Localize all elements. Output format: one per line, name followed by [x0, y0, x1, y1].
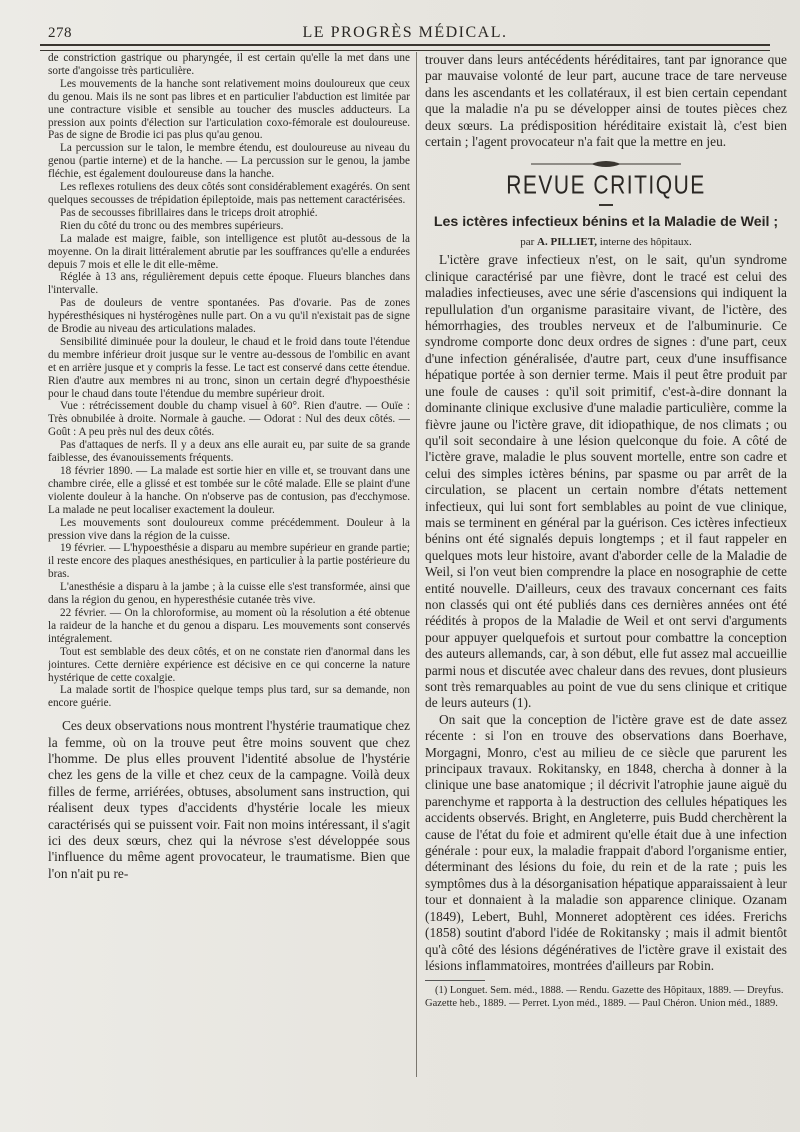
- case-paragraph: Vue : rétrécissement double du champ visuel à 60°. Rien d'autre. — Ouïe : Très obnubilée à droite. Normale à gauche. — Odorat : Nul des deux côtés. — Goût : A peu près nul des deux côtés.: [48, 400, 410, 439]
- running-title: LE PROGRÈS MÉDICAL.: [302, 24, 508, 41]
- case-paragraph: La malade sortit de l'hospice quelque temps plus tard, sur sa demande, non encore guérie.: [48, 684, 410, 710]
- case-paragraph: 22 février. — On la chloroformise, au moment où la résolution a été obtenue la raideur de la hanche et du genou a disparu. Les mouvements sont conservés intégralement.: [48, 606, 410, 645]
- case-paragraph: La malade est maigre, faible, son intelligence est plutôt au-dessous de la moyenne. On la dirait littéralement abrutie par les souffrances qu'elle a endurées depuis 7 mois et elle le dit elle-même.: [48, 232, 410, 271]
- case-paragraph: 19 février. — L'hypoesthésie a disparu au membre supérieur en grande partie; il reste encore des plaques anesthésiques, en particulier à la partie postérieure du bras.: [48, 542, 410, 581]
- column-divider: [416, 52, 417, 1077]
- case-paragraph: Les reflexes rotuliens des deux côtés sont considérablement exagérés. On sent quelques secousses de trépidation épileptoide, mais pas nettement caractérisées.: [48, 181, 410, 206]
- page-header: [40, 22, 770, 46]
- case-paragraph: Réglée à 13 ans, régulièrement depuis cette époque. Flueurs blanches dans l'intervalle.: [48, 271, 410, 297]
- case-report: [48, 52, 410, 710]
- ornament-divider: [531, 160, 681, 168]
- footnote-rule: [425, 980, 485, 981]
- byline: [425, 236, 787, 248]
- case-paragraph: Les mouvements sont douloureux comme précédemment. Douleur à la pression vive dans la région de la cuisse.: [48, 516, 410, 542]
- footnote: (1) Longuet. Sem. méd., 1888. — Rendu. Gazette des Hôpitaux, 1889. — Dreyfus. Gazette heb., 1889. — Perret. Lyon méd., 1889. — Paul Chéron. Union méd., 1889.: [425, 985, 784, 1009]
- article-body: [425, 252, 787, 974]
- case-paragraph: La percussion sur le talon, le membre étendu, est douloureuse au niveau du genou (partie interne) et de la hanche. — La percussion sur le genou, la jambe fléchie, est également douloureuse dans la hanche.: [48, 142, 410, 181]
- byline-prefix: par: [520, 236, 535, 249]
- left-column: [48, 52, 410, 1092]
- case-paragraph: Tout est semblable des deux côtés, et on ne constate rien d'anormal dans les jointures. Cette dernière expérience est décisive en ce qui concerne la nature hystérique de cette coxalgie.: [48, 645, 410, 684]
- case-paragraph: Rien du côté du tronc ou des membres supérieurs.: [60, 219, 284, 232]
- page-number: 278: [48, 25, 72, 41]
- header-rule: [40, 44, 770, 51]
- case-paragraph: Pas de secousses fibrillaires dans le triceps droit atrophié.: [60, 206, 318, 219]
- author-role: interne des hôpitaux.: [599, 236, 692, 249]
- section-title: REVUE CRITIQUE: [506, 171, 706, 201]
- right-column: [425, 52, 787, 1092]
- case-paragraph: Les mouvements de la hanche sont relativement moins douloureux que ceux du genou. Mais ils ne sont pas libres et en particulier l'abduction est limitée par une contracture visible et sensible au toucher des muscles adducteurs. La pression aux points d'élection sur l'articulation coxo-fémorale est douloureuse. Pas de signe de Brodie ici pas plus qu'au genou.: [48, 77, 410, 142]
- case-paragraph: Pas d'attaques de nerfs. Il y a deux ans elle aurait eu, par suite de sa grande faiblesse, des évanouissements fréquents.: [48, 439, 410, 465]
- continuation-paragraph: trouver dans leurs antécédents héréditaires, tant par ignorance que par mauvaise volonté de leur part, aucune trace de tare nerveuse dans les ascendants et les collatéraux, il est bien certain cependant que la maladie n'a pu se développer ainsi de toutes pièces chez deux sœurs. La prédisposition héréditaire existait là, c'est bien certain ; l'agent provocateur n'a fait que la mettre en jeu.: [425, 52, 787, 150]
- continuation-text: [425, 52, 787, 150]
- article-title: Les ictères infectieux bénins et la Maladie de Weil ;: [433, 214, 779, 231]
- conclusion-paragraph: Ces deux observations nous montrent l'hystérie traumatique chez la femme, où on la trouve peut être moins souvent que chez l'homme. De plus elles prouvent l'identité absolue de l'hystérie chez les gens de la ville et chez ceux de la campagne. Voilà deux filles de ferme, arriérées, obtuses, absolument sans instruction, qui réalisent deux types d'accidents d'hystérie locale les mieux caractérisés qui se puissent voir. Fait non moins intéressant, il s'agit ici des deux sœurs, chez qui la névrose s'est développée sous l'influence du même agent provocateur, le traumatisme. Bien que l'on n'ait pu re-: [48, 718, 410, 881]
- case-paragraph: Sensibilité diminuée pour la douleur, le chaud et le froid dans toute l'étendue du membre inférieur droit jusque sur le ventre au-dessous de l'ombilic en avant et en arrière jusque et y compris la fesse. Le tact est conservé dans cette étendue. Rien d'autre aux membres ni au tronc, sinon un certain degré d'hypoesthésie pour le chaud dans toute l'étendue du membre supérieur droit.: [48, 335, 410, 400]
- case-paragraph: L'anesthésie a disparu à la jambe ; à la cuisse elle s'est transformée, ainsi que dans la région du genou, en hyperesthésie cutanée très vive.: [48, 581, 410, 607]
- author-name: A. PILLIET,: [537, 236, 598, 249]
- footnotes: [425, 985, 787, 1010]
- article-paragraph: On sait que la conception de l'ictère grave est de date assez récente : si l'on en trouve des observations dans Boerhave, Morgagni, Monro, c'est au milieu de ce siècle que parurent les principaux travaux. Rokitansky, en 1848, chercha à donner à la clinique une base anatomique ; il décrivit l'atrophie jaune aiguë du parenchyme et rapporta à la destruction des cellules hépatiques les accidents observés. Bright, en Angleterre, puis Budd cherchèrent la cause de l'état du foie et admirent qu'elle était due à une infection générale : pour eux, la maladie frappait d'abord l'organisme entier, déterminant des lésions du foie, du rein et de la rate ; puis les symptômes dus à la désorganisation hépatique apparaissaient à leur tour et donnaient à la maladie son apparence clinique. Ozanam (1849), Lebert, Buhl, Monneret adoptèrent ces idées. Frerichs (1858) soutint d'abord l'idée de Rokitansky ; mais il admit bientôt qu'à côté des lésions dégénératives de l'ictère grave il existait des lésions inflammatoires, montrées d'ailleurs par Robin.: [425, 711, 787, 973]
- title-rule: [599, 204, 613, 206]
- case-paragraph: de constriction gastrique ou pharyngée, il est certain qu'elle la met dans une sorte d'angoisse très particulière.: [48, 52, 410, 77]
- conclusion: [48, 718, 410, 882]
- case-paragraph: Pas de douleurs de ventre spontanées. Pas d'ovarie. Pas de zones hypéresthésiques ni hystérogènes nulle part. On a vu qu'il n'existait pas de signe de Brodie au niveau des articulations malades.: [48, 297, 410, 336]
- article-paragraph: L'ictère grave infectieux n'est, on le sait, qu'un syndrome clinique caractérisé par une fièvre, dont le tracé est celui des maladies infectieuses, avec une série d'ascensions qui indiquent la repullulation d'un organisme parasitaire vivant, de l'ictère, des hémorrhagies, des troubles nerveux et de l'albuminurie. Ce syndrome comporte donc deux ordres de signes : d'une part, ceux d'une infection généralisée, d'autre part, ceux d'une insuffisance hépatique portée à son dernier terme. Mais il peut être produit par une foule de causes : qu'il soit primitif, c'est-à-dire donnant la dominante clinique exclusive d'une maladie particulière, comme la fièvre jaune ou l'ictère grave, dit idiopathique, de nos climats ; ou qu'il soit secondaire à une lésion quelconque du foie. A côté de l'ictère grave, maladie le plus souvent mortelle, entre son cadre et celui des simples ictères bénins, par spasme ou par arrêt de la circulation, se placent un certain nombre d'états nettement infectieux, qui lui sont fort semblables au point de vue clinique, mais se terminent en général par la guérison. Ces ictères infectieux bénins ont été signalés depuis longtemps ; et il faut rappeler en quelques mots leur histoire, avant d'aborder celle de la Maladie de Weil, si l'on veut bien comprendre la place en nosographie de cette entité nouvelle. D'ailleurs, ceux des travaux concernant ces faits non classés qui ont été publiés dans ces dernières années ont été réédités à propos de la Maladie de Weil et ont servi d'arguments pour appuyer quelquefois et surtout pour combattre la conception des auteurs allemands, car, à son début, elle fut assez mal accueillie parmi nous et discutée avec chaleur dans des revues, dont plusieurs sont très remarquables au point de vue du sens clinique et critique de leurs auteurs (1).: [425, 252, 787, 711]
- case-paragraph: 18 février 1890. — La malade est sortie hier en ville et, se trouvant dans une chambre cirée, elle a glissé et est tombée sur le côté malade. Elle se plaint d'une violente douleur à la hanche. On n'observe pas de contusion, pas d'ecchymose. La malade ne peut localiser exactement la douleur.: [48, 465, 410, 516]
